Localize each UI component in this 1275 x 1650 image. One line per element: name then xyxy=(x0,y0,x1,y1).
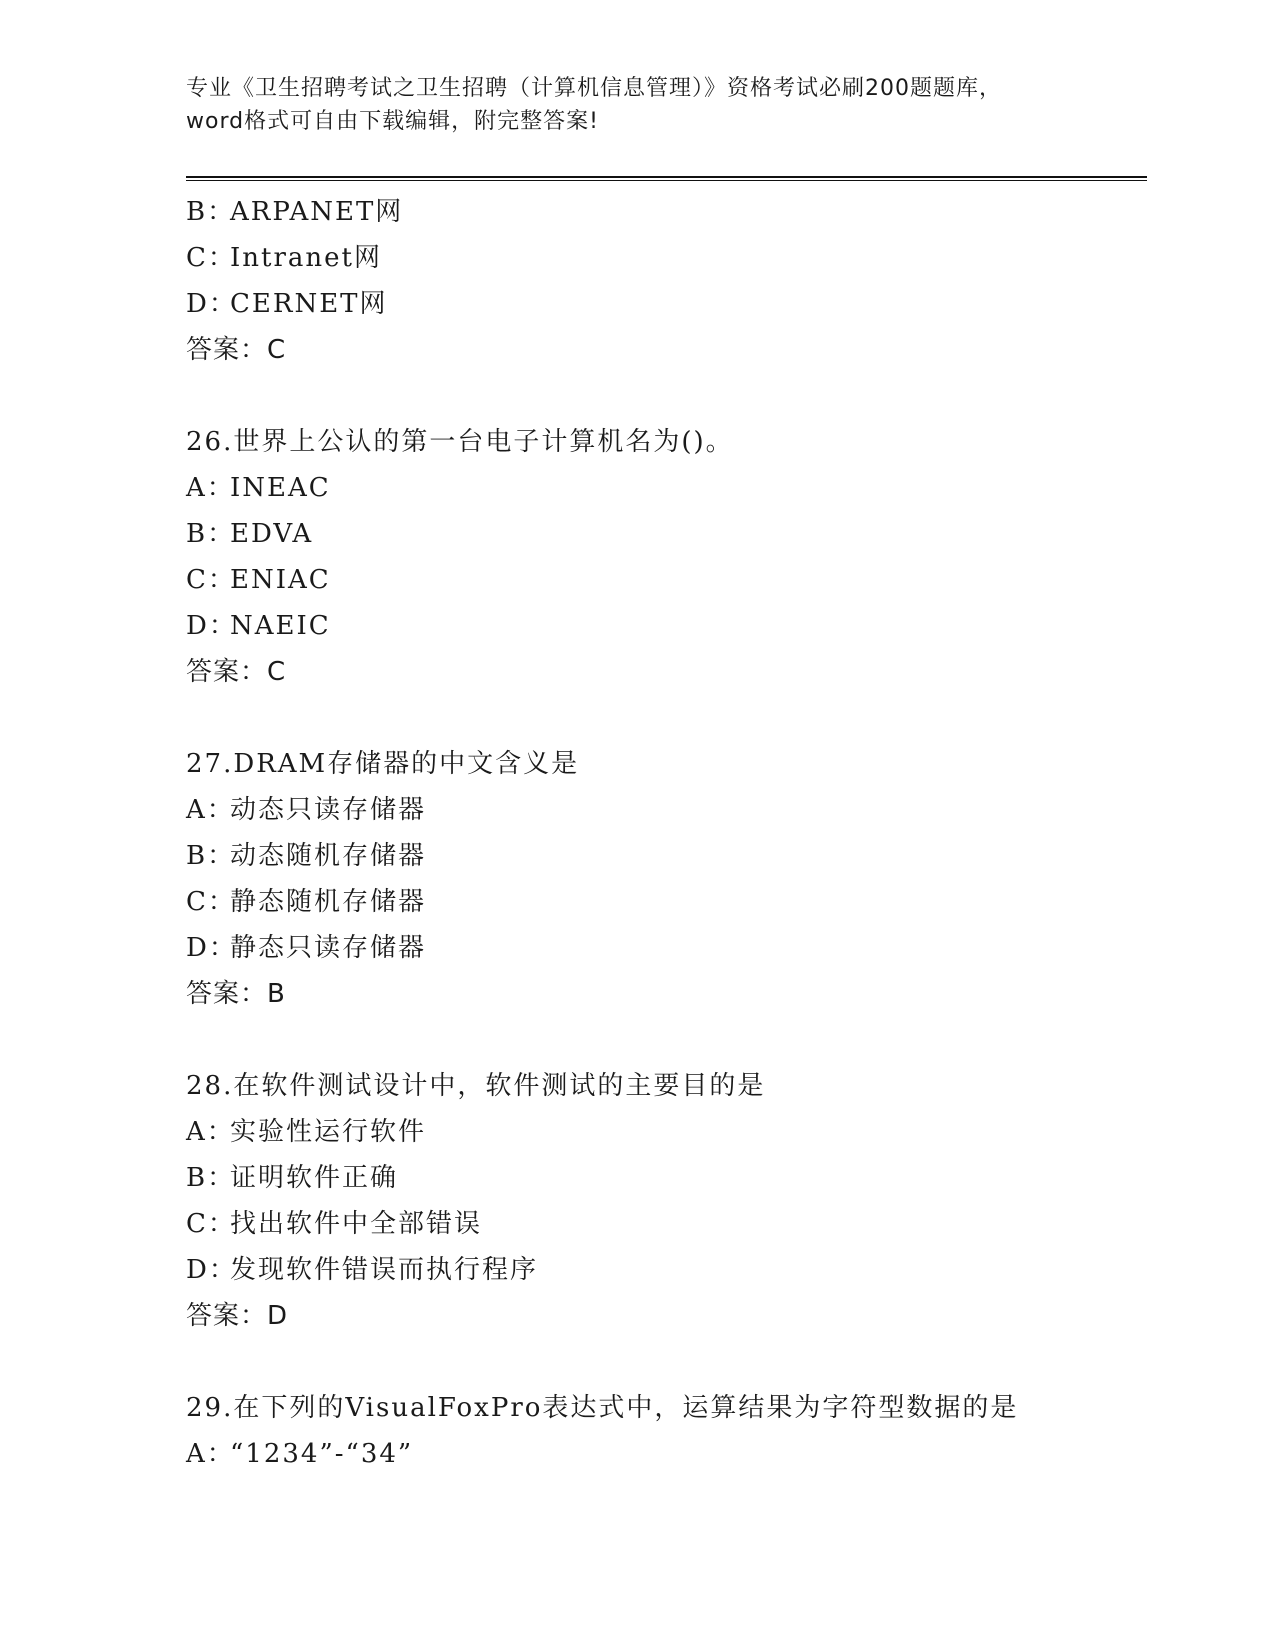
option-a xyxy=(186,465,1146,511)
option-text: ARPANET网 xyxy=(230,197,404,227)
option-key: C： xyxy=(186,887,236,917)
option-d xyxy=(186,1247,1146,1293)
spacer xyxy=(186,695,1146,741)
option-c xyxy=(186,557,1146,603)
question-stem: 28.在软件测试设计中，软件测试的主要目的是 xyxy=(186,1071,766,1101)
question-stem: 26.世界上公认的第一台电子计算机名为()。 xyxy=(186,427,734,457)
option-b xyxy=(186,189,1146,235)
answer-line: 答案：C xyxy=(186,335,287,365)
option-key: C： xyxy=(186,1209,236,1239)
option-text: 证明软件正确 xyxy=(230,1163,399,1193)
option-key: C： xyxy=(186,243,236,273)
option-key: B： xyxy=(186,841,236,871)
option-text: 静态只读存储器 xyxy=(230,933,427,963)
option-a xyxy=(186,787,1146,833)
option-key: D： xyxy=(186,611,237,641)
option-text: 实验性运行软件 xyxy=(230,1117,427,1147)
header-line-2: word格式可自由下载编辑，附完整答案! xyxy=(186,109,599,134)
answer-line: 答案：D xyxy=(186,1301,289,1331)
question-27 xyxy=(186,741,1146,1017)
option-text: Intranet网 xyxy=(230,243,382,273)
option-text: 动态只读存储器 xyxy=(230,795,427,825)
option-a xyxy=(186,1431,1146,1477)
spacer xyxy=(186,1017,1146,1063)
answer-line: 答案：C xyxy=(186,657,287,687)
question-28 xyxy=(186,1063,1146,1339)
question-list xyxy=(186,189,1146,1477)
option-c xyxy=(186,879,1146,925)
option-b xyxy=(186,1155,1146,1201)
option-text: INEAC xyxy=(230,473,331,503)
header-divider xyxy=(186,176,1147,181)
question-29 xyxy=(186,1385,1146,1477)
option-b xyxy=(186,511,1146,557)
answer-line: 答案：B xyxy=(186,979,286,1009)
option-text: 静态随机存储器 xyxy=(230,887,427,917)
option-text: 发现软件错误而执行程序 xyxy=(230,1255,539,1285)
option-d xyxy=(186,925,1146,971)
option-text: “1234”-“34” xyxy=(230,1439,414,1469)
question-stem: 27.DRAM存储器的中文含义是 xyxy=(186,749,580,779)
option-key: A： xyxy=(186,1439,235,1469)
option-key: A： xyxy=(186,795,235,825)
option-c xyxy=(186,235,1146,281)
option-key: D： xyxy=(186,933,237,963)
option-text: NAEIC xyxy=(230,611,331,641)
document-header xyxy=(186,72,1086,138)
spacer xyxy=(186,373,1146,419)
option-text: 找出软件中全部错误 xyxy=(230,1209,483,1239)
option-key: D： xyxy=(186,1255,237,1285)
option-text: 动态随机存储器 xyxy=(230,841,427,871)
header-line-1: 专业《卫生招聘考试之卫生招聘（计算机信息管理）》资格考试必刷200题题库， xyxy=(186,76,1002,101)
option-b xyxy=(186,833,1146,879)
option-a xyxy=(186,1109,1146,1155)
option-text: CERNET网 xyxy=(230,289,388,319)
option-text: EDVA xyxy=(230,519,314,549)
question-26 xyxy=(186,419,1146,695)
option-key: A： xyxy=(186,1117,235,1147)
option-key: D： xyxy=(186,289,237,319)
option-c xyxy=(186,1201,1146,1247)
question-25-tail xyxy=(186,189,1146,373)
option-d xyxy=(186,281,1146,327)
option-d xyxy=(186,603,1146,649)
option-key: B： xyxy=(186,519,236,549)
spacer xyxy=(186,1339,1146,1385)
option-text: ENIAC xyxy=(230,565,331,595)
option-key: B： xyxy=(186,197,236,227)
option-key: C： xyxy=(186,565,236,595)
question-stem: 29.在下列的VisualFoxPro表达式中，运算结果为字符型数据的是 xyxy=(186,1393,1019,1423)
option-key: A： xyxy=(186,473,235,503)
option-key: B： xyxy=(186,1163,236,1193)
